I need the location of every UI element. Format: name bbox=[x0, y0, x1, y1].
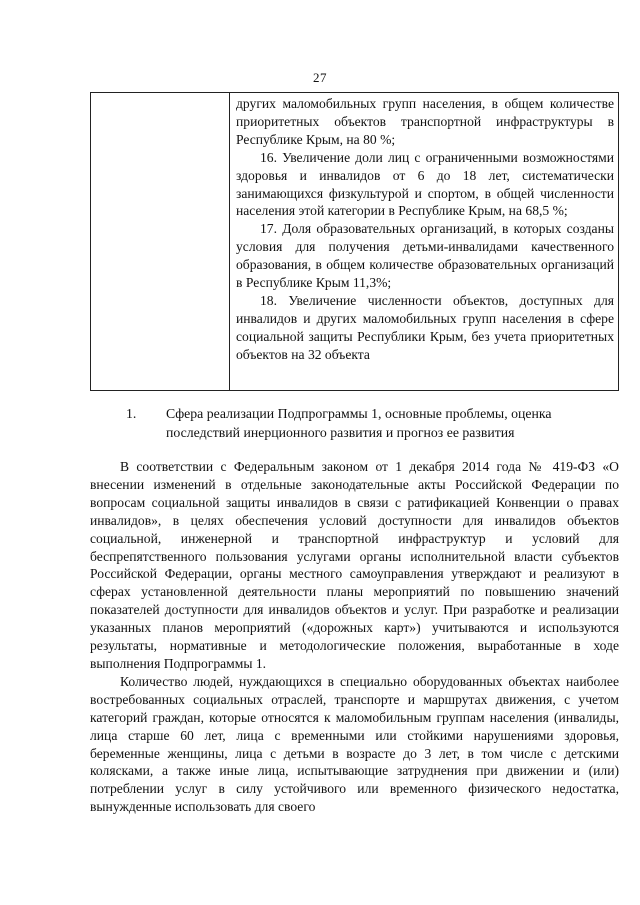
table-item-18: 18. Увеличение численности объектов, доступных для инвалидов и других маломобильных групп населения в сфере социальной защиты Республики Крым, без учета приоритетных объектов на 32 объекта bbox=[236, 292, 614, 362]
table-cell-indicators bbox=[236, 95, 614, 364]
table-item-17: 17. Доля образовательных организаций, в которых созданы условия для получения детьми-инвалидами качественного образования, в общем количестве образовательных организаций в Республике Крым 11,3%; bbox=[236, 221, 614, 291]
paragraph-1: В соответствии с Федеральным законом от 1 декабря 2014 года № 419-ФЗ «О внесении изменений в отдельные законодательные акты Российской Федерации по вопросам социальной защиты инвалидов в связи с ратификацией Конвенции о правах инвалидов», в целях обеспечения условий доступности для инвалидов объектов социальной, инженерной и транспортной инфраструктур и условий для беспрепятственного пользования услугами органы исполнительной власти субъектов Российской Федерации, органы местного самоуправления утверждают и реализуют в сферах установленной деятельности планы мероприятий по повышению значений показателей доступности для инвалидов объектов и услуг. При разработке и реализации указанных планов мероприятий («дорожных карт») учитываются и используются результаты, нормативные и методологические положения, выработанные в ходе выполнения Подпрограммы 1. bbox=[90, 459, 619, 671]
section-number: 1. bbox=[126, 406, 137, 421]
table-column-divider bbox=[229, 93, 230, 390]
paragraph-2: Количество людей, нуждающихся в специально оборудованных объектах наиболее востребованных социальных отраслей, транспорте и маршрутах движения, с учетом категорий граждан, которые относятся к маломобильным группам населения (инвалиды, лица старше 60 лет, лица с временными или стойкими нарушениями здоровья, беременные женщины, лица с детьми в возрасте до 3 лет, в том числе с детскими колясками, а также иные лица, испытывающие затруднения при движении и (или) потреблении услуг в силу устойчивого или временного физического недостатка, вынужденные использовать для своего bbox=[90, 673, 619, 815]
table-continuation-text: других маломобильных групп населения, в общем количестве приоритетных объектов транспортной инфраструктуры в Республике Крым, на 80 %; bbox=[236, 96, 614, 147]
indicators-table bbox=[90, 92, 619, 391]
section-title: Сфера реализации Подпрограммы 1, основные проблемы, оценка последствий инерционного развития и прогноз ее развития bbox=[166, 406, 552, 440]
page-number: 27 bbox=[313, 70, 327, 85]
body-text bbox=[90, 458, 619, 816]
table-item-16: 16. Увеличение доли лиц с ограниченными возможностями здоровья и инвалидов от 6 до 18 лет, систематически занимающихся физкультурой и спортом, в общей численности населения этой категории в Республике Крым, на 68,5 %; bbox=[236, 149, 614, 219]
